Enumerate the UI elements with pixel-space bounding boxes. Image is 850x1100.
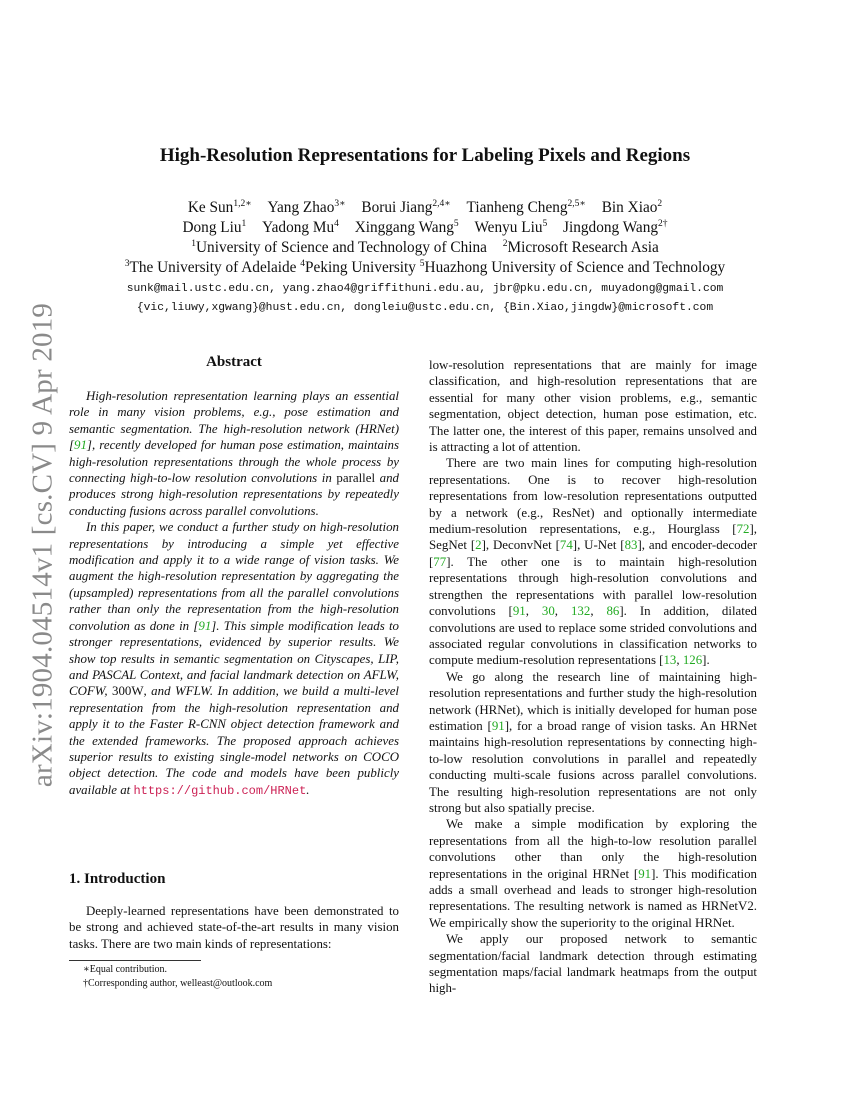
authors-row-1	[0, 199, 850, 217]
author: Borui Jiang$^{2,4∗}$	[361, 198, 451, 216]
author-emails-1: sunk@mail.ustc.edu.cn, yang.zhao4@griffithuni.edu.au, jbr@pku.edu.cn, muyadong@gmail.com	[126, 283, 724, 295]
author: Dong Liu$^1$	[182, 218, 247, 236]
author: Xinggang Wang$^5$	[354, 218, 459, 236]
citation-link[interactable]: 91	[638, 866, 652, 881]
right-paragraph-4: We make a simple modification by exploring the representations from all the high-to-low resolution parallel convolutions other than only the high-resolution representations in the original HRNet [91]. This modification adds a small overhead and leads to stronger high-resolution representations. The resulting network is named as HRNetV2. We empirically show the superiority to the original HRNet.	[429, 817, 758, 930]
citation-link[interactable]: 77	[433, 554, 447, 569]
footnote-equal-contribution: ∗Equal contribution.	[83, 964, 168, 975]
author: Yang Zhao$^{3∗}$	[267, 198, 346, 216]
authors-row-2	[0, 219, 850, 237]
author: Yadong Mu$^4$	[262, 218, 339, 236]
footnote-rule	[69, 960, 201, 961]
author: Ke Sun$^{1,2∗}$	[187, 198, 252, 216]
right-column-body	[429, 357, 757, 997]
affiliation: $^5$Huazhong University of Science and Technology	[419, 258, 726, 276]
citation-link[interactable]: 30	[541, 604, 555, 619]
right-paragraph-2: There are two main lines for computing high-resolution representations. One is to recover high-resolution representations from low-resolution representations outputted by a network (e.g., ResNet) and optionally intermediate medium-resolution representations, e.g., Hourglass [72], SegNet [2], DeconvNet [74], U-Net [83], and encoder-decoder [77]. The other one is to maintain high-resolution representations through high-resolution convolutions and strengthen the representations with parallel low-resolution convolutions [91, 30, 132, 86]. In addition, dilated convolutions are used to replace some strided convolutions and associated regular convolutions in classification networks to compute medium-resolution representations [13, 126].	[429, 456, 758, 668]
right-paragraph-3: We go along the research line of maintaining high-resolution representations and further study the high-resolution network (HRNet), which is initially developed for human pose estimation [91], for a broad range of vision tasks. An HRNet maintains high-resolution representations by connecting high-to-low resolution convolutions in parallel and repeatedly conducting multi-scale fusions across parallel convolutions. The resulting high-resolution representations are not only strong but also spatially precise.	[429, 669, 758, 815]
right-paragraph-1: low-resolution representations that are mainly for image classification, and high-resolution representations that are essential for many other vision problems, e.g., semantic segmentation, object detection, human pose estimation, etc. The latter one, the interest of this paper, remains unsolved and is attracting a lot of attention.	[429, 358, 757, 455]
footnote-corresponding-author: †Corresponding author, welleast@outlook.com	[83, 978, 273, 989]
citation-link[interactable]: 126	[682, 653, 703, 668]
citation-link[interactable]: 91	[512, 604, 526, 619]
citation-link[interactable]: 86	[606, 604, 620, 619]
author: Bin Xiao$^2$	[601, 198, 663, 216]
right-paragraph-5: We apply our proposed network to semantic segmentation/facial landmark detection through estimating segmentation maps/facial landmark heatmaps from the output high-	[429, 932, 757, 996]
section-heading-introduction: 1. Introduction	[69, 871, 166, 887]
citation-link[interactable]: 91	[491, 718, 505, 733]
affiliation: $^4$Peking University	[300, 258, 416, 276]
code-url-link[interactable]: https://github.com/HRNet	[133, 783, 307, 798]
citation-link[interactable]: 132	[570, 604, 591, 619]
citation-link[interactable]: 91	[74, 438, 87, 453]
citation-link[interactable]: 83	[624, 538, 638, 553]
author: Jingdong Wang$^{2\dagger}$	[563, 218, 668, 236]
affiliations-row-1	[0, 239, 850, 257]
abstract-body	[69, 388, 399, 799]
author: Wenyu Liu$^5$	[474, 218, 548, 236]
abstract-paragraph-1: High-resolution representation learning plays an essential role in many vision problems, e.g., pose estimation and semantic segmentation. The high-resolution network (HRNet) [91], recently developed for human pose estimation, maintains high-resolution representations through the whole process by connecting high-to-low resolution convolutions in parallel and produces strong high-resolution representations by repeatedly conducting fusions across parallel convolutions.	[69, 389, 399, 518]
citation-link[interactable]: 72	[736, 522, 750, 537]
intro-paragraph-1: Deeply-learned representations have been demonstrated to be strong and achieved state-of-the-art results in many vision tasks. There are two main kinds of representations:	[69, 904, 399, 951]
citation-link[interactable]: 13	[663, 653, 677, 668]
abstract-paragraph-2: In this paper, we conduct a further study on high-resolution representations by introducing a simple yet effective modification and apply it to a wide range of vision tasks. We augment the high-resolution representation by aggregating the (upsampled) representations from all the parallel convolutions rather than only the representation from the high-resolution convolution as done in [91]. This simple modification leads to stronger representations, evidenced by superior results. We show top results in semantic segmentation on Cityscapes, LIP, and PASCAL Context, and facial landmark detection on AFLW, COFW, 300W, and WFLW. In addition, we build a multi-level representation from the high-resolution representation and apply it to the Faster R-CNN object detection framework and the extended frameworks. The proposed approach achieves superior results to existing single-model networks on COCO object detection. The code and models have been publicly available at https://github.com/HRNet.	[69, 520, 399, 798]
affiliation: $^1$University of Science and Technology of China	[191, 238, 487, 256]
abstract-heading: Abstract	[206, 354, 262, 370]
citation-link[interactable]: 74	[559, 538, 573, 553]
introduction-body	[69, 903, 399, 952]
affiliation: $^2$Microsoft Research Asia	[502, 238, 659, 256]
affiliation: $^3$The University of Adelaide	[124, 258, 297, 276]
author-emails-2: {vic,liuwy,xgwang}@hust.edu.cn, dongleiu@ustc.edu.cn, {Bin.Xiao,jingdw}@microsoft.com	[136, 302, 714, 314]
affiliations-row-2	[0, 259, 850, 277]
citation-link[interactable]: 2	[475, 538, 482, 553]
arxiv-stamp: arXiv:1904.04514v1 [cs.CV] 9 Apr 2019	[26, 302, 59, 788]
citation-link[interactable]: 91	[198, 618, 212, 633]
paper-title: High-Resolution Representations for Labeling Pixels and Regions	[159, 145, 691, 166]
author: Tianheng Cheng$^{2,5∗}$	[466, 198, 586, 216]
